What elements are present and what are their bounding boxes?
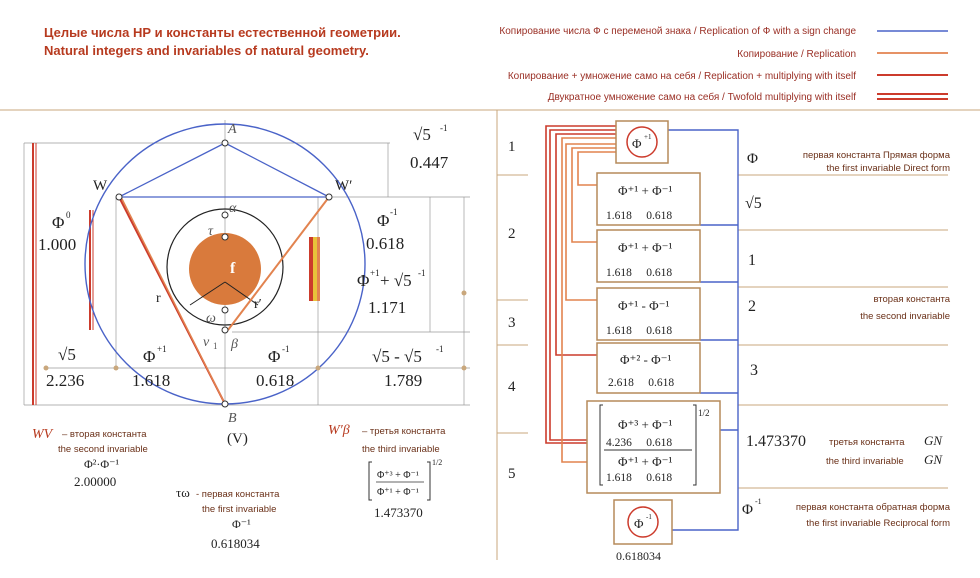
top-box-formula: Φ bbox=[632, 136, 642, 151]
result-4-ru: вторая константа bbox=[873, 294, 950, 305]
bottom-box-exp: -1 bbox=[646, 513, 652, 521]
tw-value: 0.618034 bbox=[211, 536, 260, 551]
wv-en: the second invariable bbox=[58, 444, 148, 455]
line-A-Wprime bbox=[225, 143, 329, 197]
result-6-en: the third invariable bbox=[826, 456, 904, 467]
phi0-value: 1.000 bbox=[38, 235, 77, 254]
legend-blue-label: Копирование числа Ф с переменой знака / Replication of Ф with a sign change bbox=[499, 26, 856, 37]
box-5-den-values: 1.618 0.618 bbox=[606, 472, 673, 484]
phi-minus-value: 0.618 bbox=[256, 371, 295, 390]
wv-symbol: WV bbox=[32, 427, 53, 442]
box-5-num: Φ⁺³ + Φ⁻¹ bbox=[618, 417, 673, 432]
phi-minus-exp: -1 bbox=[282, 344, 290, 354]
box-4-formula: Φ⁺² - Φ⁻¹ bbox=[620, 352, 672, 367]
box-1-formula: Φ⁺¹ + Φ⁻¹ bbox=[618, 183, 673, 198]
invariants-table bbox=[497, 121, 951, 563]
stripe-red bbox=[309, 237, 313, 301]
row-num-2: 2 bbox=[508, 226, 516, 242]
box-1-values: 1.618 0.618 bbox=[606, 210, 673, 222]
label-r: r bbox=[156, 291, 161, 306]
box-5-num-values: 4.236 0.618 bbox=[606, 437, 673, 449]
phi-minus-label: Φ bbox=[268, 347, 281, 366]
stripe-yellow bbox=[313, 237, 317, 301]
line-A-W bbox=[119, 143, 225, 197]
stripe-orange bbox=[317, 237, 320, 301]
title-ru: Целые числа НР и константы естественной геометрии. bbox=[44, 25, 401, 40]
label-V: (V) bbox=[227, 431, 248, 447]
diff-label: √5 - √5 bbox=[372, 347, 422, 366]
label-r-prime: r′ bbox=[254, 297, 262, 312]
box-5-den: Φ⁺¹ + Φ⁻¹ bbox=[618, 454, 673, 469]
result-7: Φ bbox=[742, 502, 753, 518]
tw-symbol: τω bbox=[176, 485, 190, 500]
box-3-values: 1.618 0.618 bbox=[606, 325, 673, 337]
box-2-values: 1.618 0.618 bbox=[606, 267, 673, 279]
sqrt5-value: 2.236 bbox=[46, 371, 85, 390]
point-f: f bbox=[230, 260, 236, 277]
row-num-1: 1 bbox=[508, 139, 516, 155]
result-3: 1 bbox=[748, 252, 756, 269]
title-en: Natural integers and invariables of natural geometry. bbox=[44, 43, 369, 58]
wv-value: 2.00000 bbox=[74, 474, 117, 489]
wb-num: Φ⁺³ + Φ⁻¹ bbox=[377, 470, 419, 481]
result-7-exp: -1 bbox=[755, 497, 762, 506]
phi-plus-label: Φ bbox=[143, 347, 156, 366]
tw-formula: Φ⁻¹ bbox=[232, 517, 251, 531]
wb-en: the third invariable bbox=[362, 444, 440, 455]
point-tau: τ bbox=[208, 224, 214, 239]
phi-inv-value: 0.618 bbox=[366, 234, 405, 253]
phi0-exp: 0 bbox=[66, 210, 71, 220]
row-num-4: 4 bbox=[508, 379, 516, 395]
legend-red-label: Копирование + умножение само на себя / Replication + multiplying with itself bbox=[507, 71, 856, 82]
point-alpha: α bbox=[229, 201, 237, 216]
result-4: 2 bbox=[748, 298, 756, 315]
phi-plus-exp: +1 bbox=[157, 344, 167, 354]
bottom-box-formula: Φ bbox=[634, 516, 644, 531]
box-3-formula: Φ⁺¹ - Φ⁻¹ bbox=[618, 298, 670, 313]
center-disk bbox=[189, 233, 261, 305]
point-B: B bbox=[228, 411, 237, 426]
wb-pow: 1/2 bbox=[432, 458, 443, 467]
phi-plus-value: 1.618 bbox=[132, 371, 171, 390]
sum-label-b-exp: -1 bbox=[418, 268, 426, 278]
wb-value: 1.473370 bbox=[374, 505, 423, 520]
diff-value: 1.789 bbox=[384, 371, 423, 390]
point-nu: ν bbox=[203, 335, 210, 350]
wb-symbol: W′β bbox=[328, 423, 350, 438]
result-1-en: the first invariable Direct form bbox=[826, 163, 950, 174]
legend-double-red-label: Двукратное умножение само на себя / Twofold multiplying with itself bbox=[547, 92, 856, 103]
box-2-formula: Φ⁺¹ + Φ⁻¹ bbox=[618, 240, 673, 255]
point-W-prime: W′ bbox=[335, 178, 353, 194]
tw-ru: - первая константа bbox=[196, 489, 280, 500]
point-nu-sub: 1 bbox=[213, 341, 218, 351]
geometry-figure bbox=[24, 120, 470, 447]
box-5-pow: 1/2 bbox=[698, 408, 710, 418]
result-6-sym-1: GN bbox=[924, 433, 943, 448]
wv-formula: Φ²·Φ⁻¹ bbox=[84, 457, 120, 471]
sqrt5-inv-exp: -1 bbox=[440, 123, 448, 133]
wb-den: Φ⁺¹ + Φ⁻¹ bbox=[377, 487, 419, 498]
diff-exp: -1 bbox=[436, 344, 444, 354]
point-W: W bbox=[93, 178, 108, 194]
wv-ru: – вторая константа bbox=[62, 429, 147, 440]
sum-value: 1.171 bbox=[368, 298, 407, 317]
sum-label-b: + √5 bbox=[380, 271, 412, 290]
box-4-values: 2.618 0.618 bbox=[608, 377, 675, 389]
sum-label-exp: +1 bbox=[370, 268, 380, 278]
legend-orange-label: Копирование / Replication bbox=[737, 49, 856, 60]
result-1-ru: первая константа Прямая форма bbox=[802, 150, 950, 161]
result-6-sym-2: GN bbox=[924, 452, 943, 467]
result-1: Φ bbox=[747, 151, 758, 167]
wb-ru: – третья константа bbox=[362, 426, 446, 437]
point-A: A bbox=[228, 122, 237, 137]
result-7-en: the first invariable Reciprocal form bbox=[806, 518, 950, 529]
sqrt5-label: √5 bbox=[58, 345, 76, 364]
row-num-3: 3 bbox=[508, 315, 516, 331]
result-6: 1.473370 bbox=[746, 433, 806, 450]
result-6-ru: третья константа bbox=[829, 437, 905, 448]
phi0-label: Φ bbox=[52, 213, 65, 232]
bottom-box-value: 0.618034 bbox=[616, 549, 661, 563]
phi-inv-label: Φ bbox=[377, 211, 390, 230]
result-5: 3 bbox=[750, 362, 758, 379]
result-2: √5 bbox=[745, 195, 762, 212]
result-4-en: the second invariable bbox=[860, 311, 950, 322]
sqrt5-inv-label: √5 bbox=[413, 125, 431, 144]
point-beta: β bbox=[231, 337, 238, 352]
row-num-5: 5 bbox=[508, 466, 516, 482]
sum-label-a: Φ bbox=[357, 271, 370, 290]
result-7-ru: первая константа обратная форма bbox=[795, 502, 950, 513]
sqrt5-inv-value: 0.447 bbox=[410, 153, 449, 172]
tw-en: the first invariable bbox=[202, 504, 277, 515]
point-omega: ω bbox=[206, 311, 216, 326]
phi-inv-exp: -1 bbox=[390, 207, 398, 217]
top-box-exp: +1 bbox=[644, 133, 652, 141]
